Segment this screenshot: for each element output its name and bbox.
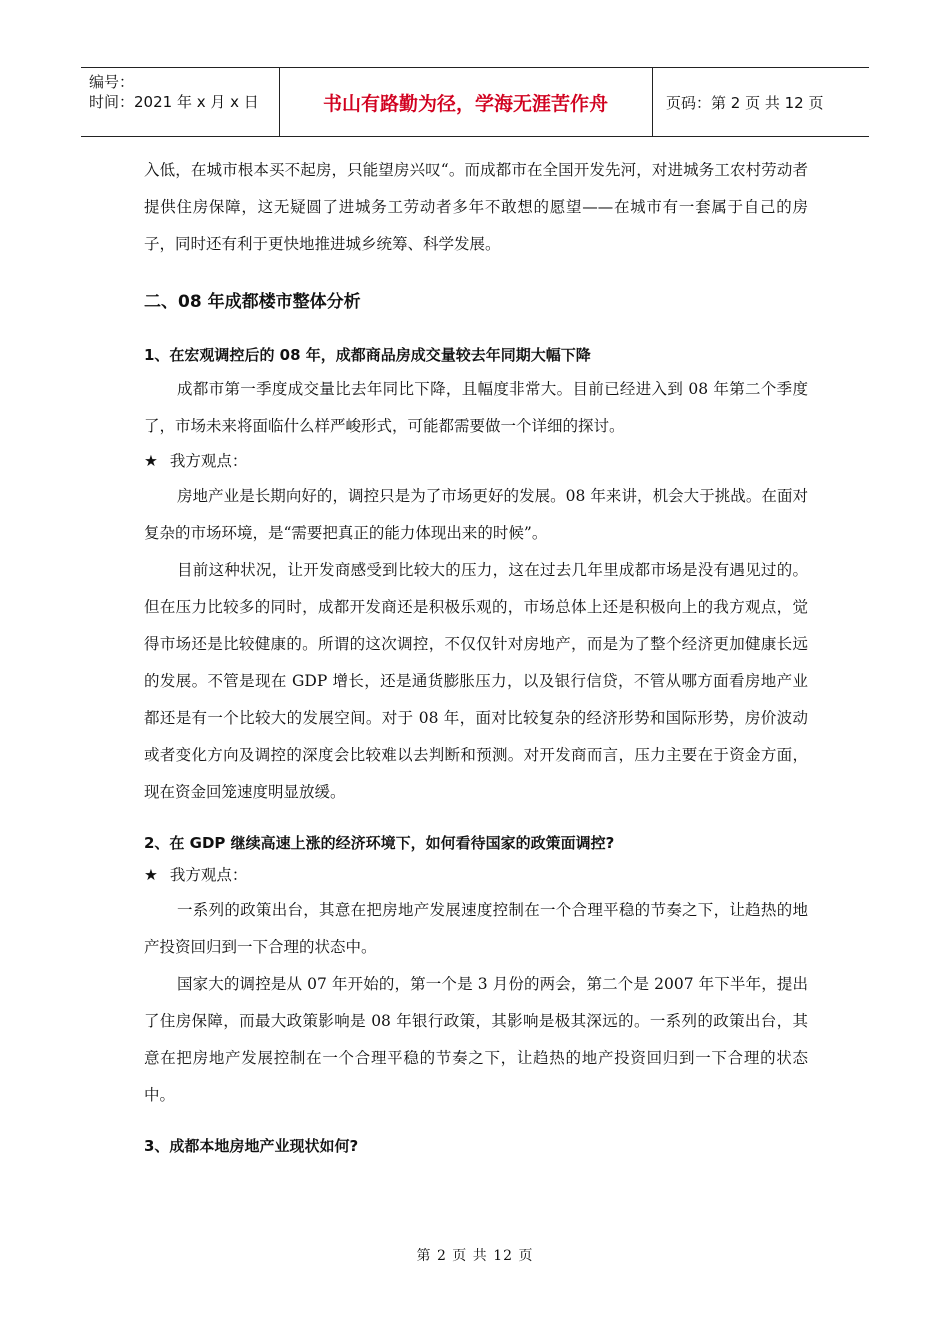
subsection-2-title: 2、在 GDP 继续高速上涨的经济环境下，如何看待国家的政策面调控?: [144, 834, 615, 852]
subsection-1-paragraph-1: 成都市第一季度成交量比去年同比下降，且幅度非常大。目前已经进入到 08 年第二个季度了，市场未来将面临什么样严峻形式，可能都需要做一个详细的探讨。: [144, 380, 808, 435]
date-label: 时间：2021 年 x 月 x 日: [89, 93, 259, 111]
viewpoint-label: 我方观点：: [169, 866, 248, 884]
page-footer: 第 2 页 共 12 页: [416, 1248, 534, 1264]
header-motto: 书山有路勤为径，学海无涯苦作舟: [279, 68, 653, 136]
intro-paragraph: 入低，在城市根本买不起房，只能望房兴叹“。而成都市在全国开发先河，对进城务工农村劳动者提供住房保障，这无疑圆了进城务工劳动者多年不敢想的愿望——在城市有一套属于自己的房子，同时还有利于更快地推进城乡统筹、科学发展。: [144, 161, 808, 253]
document-body: [144, 152, 808, 1162]
page-header: [81, 67, 869, 137]
subsection-1-paragraph-2: 房地产业是长期向好的，调控只是为了市场更好的发展。08 年来讲，机会大于挑战。在面对复杂的市场环境，是“需要把真正的能力体现出来的时候”。: [144, 487, 808, 542]
subsection-3-title: 3、成都本地房地产业现状如何?: [144, 1137, 359, 1155]
subsection-1-paragraph-3: 目前这种状况，让开发商感受到比较大的压力，这在过去几年里成都市场是没有遇见过的。但在压力比较多的同时，成都开发商还是积极乐观的，市场总体上还是积极向上的我方观点，觉得市场还是比较健康的。所谓的这次调控，不仅仅针对房地产，而是为了整个经济更加健康长远的发展。不管是现在 GDP 增长，还是通货膨胀压力，以及银行信贷，不管从哪方面看房地产业都还是有一个比较大的发展空间。对于 08 年，面对比较复杂的经济形势和国际形势，房价波动或者变化方向及调控的深度会比较难以去判断和预测。对开发商而言，压力主要在于资金方面，现在资金回笼速度明显放缓。: [144, 561, 808, 801]
header-meta: [81, 68, 280, 136]
header-page-info: 页码：第 2 页 共 12 页: [666, 93, 824, 112]
star-icon: ★: [144, 452, 158, 470]
subsection-2-paragraph-2: 国家大的调控是从 07 年开始的，第一个是 3 月份的两会，第二个是 2007 年下半年，提出了住房保障，而最大政策影响是 08 年银行政策，其影响是极其深远的。一系列的政策出台，其意在把房地产发展控制在一个合理平稳的节奏之下，让趋热的地产投资回归到一下合理的状态中。: [144, 975, 808, 1104]
section-title: 二、08 年成都楼市整体分析: [144, 292, 361, 312]
subsection-1-title: 1、在宏观调控后的 08 年，成都商品房成交量较去年同期大幅下降: [144, 346, 591, 364]
star-icon: ★: [144, 866, 158, 884]
viewpoint-line-1: [144, 445, 808, 478]
viewpoint-label: 我方观点：: [169, 452, 248, 470]
viewpoint-line-2: [144, 859, 808, 892]
subsection-2-paragraph-1: 一系列的政策出台，其意在把房地产发展速度控制在一个合理平稳的节奏之下，让趋热的地产投资回归到一下合理的状态中。: [144, 901, 808, 956]
number-label: 编号：: [89, 73, 135, 91]
